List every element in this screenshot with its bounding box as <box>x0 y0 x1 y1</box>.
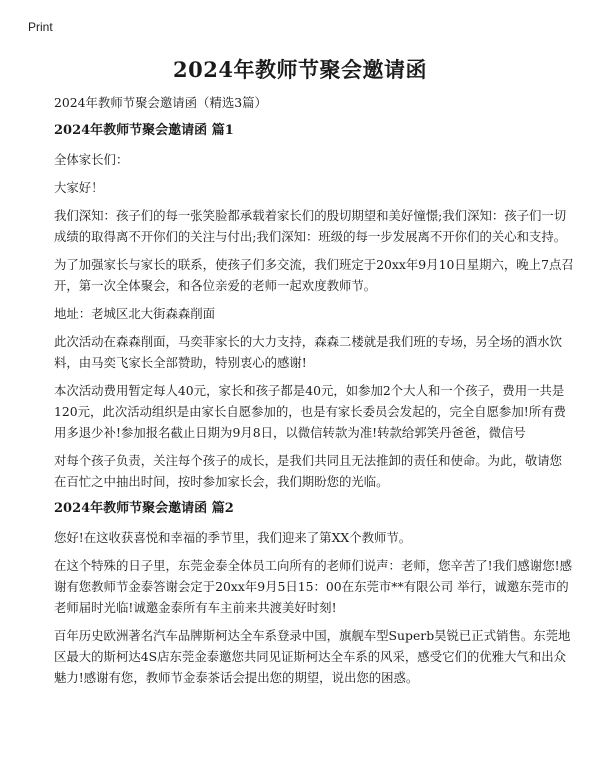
paragraph: 您好!在这收获喜悦和幸福的季节里，我们迎来了第XX个教师节。 <box>54 530 412 545</box>
document-title: 2024年教师节聚会邀请函 <box>173 57 427 82</box>
section-heading-2: 2024年教师节聚会邀请函 篇2 <box>54 501 234 516</box>
paragraph: 为了加强家长与家长的联系，使孩子们多交流，我们班定于20xx年9月10日星期六，晚上7点召开，第一次全体聚会，和各位亲爱的老师一起欢度教师节。 <box>54 257 574 293</box>
paragraph: 对每个孩子负责，关注每个孩子的成长，是我们共同且无法推卸的责任和使命。为此，敬请您在百忙之中抽出时间，按时参加家长会，我们期盼您的光临。 <box>54 453 563 489</box>
paragraph: 在这个特殊的日子里，东莞金泰全体员工向所有的老师们说声：老师，您辛苦了!我们感谢您!感谢有您教师节金泰答谢会定于20xx年9月5日15：00在东莞市**有限公司 举行，诚邀东莞市的老师届时光临!诚邀金泰所有车主前来共渡美好时刻! <box>54 558 572 615</box>
print-link[interactable]: Print <box>28 20 53 34</box>
document-body <box>54 92 574 695</box>
document-subtitle: 2024年教师节聚会邀请函（精选3篇） <box>54 95 267 110</box>
paragraph: 百年历史欧洲著名汽车品牌斯柯达全车系登录中国，旗舰车型Superb昊锐已正式销售。东莞地区最大的斯柯达4S店东莞金泰邀您共同见证斯柯达全车系的风采，感受它们的优雅大气和出众魅力!感谢有您，教师节金泰茶话会提出您的期望，说出您的困惑。 <box>54 628 571 685</box>
address-line: 地址：老城区北大街森森削面 <box>54 306 216 321</box>
salutation: 全体家长们： <box>54 152 129 167</box>
paragraph: 我们深知：孩子们的每一张笑脸都承载着家长们的殷切期望和美好憧憬;我们深知：孩子们一切成绩的取得离不开你们的关注与付出;我们深知：班级的每一步发展离不开你们的关心和支持。 <box>54 208 567 244</box>
paragraph: 本次活动费用暂定每人40元，家长和孩子都是40元，如参加2个大人和一个孩子，费用一共是120元，此次活动组织是由家长自愿参加的，也是有家长委员会发起的，完全自愿参加!所有费用多退少补!参加报名截止日期为9月8日，以微信转款为准!转款给郭笑丹爸爸，微信号 <box>54 383 566 440</box>
paragraph: 此次活动在森森削面，马奕菲家长的大力支持，森森二楼就是我们班的专场，另全场的酒水饮料，由马奕飞家长全部赞助，特别衷心的感谢! <box>54 334 563 370</box>
greeting: 大家好！ <box>54 180 104 195</box>
section-heading-1: 2024年教师节聚会邀请函 篇1 <box>54 123 234 138</box>
